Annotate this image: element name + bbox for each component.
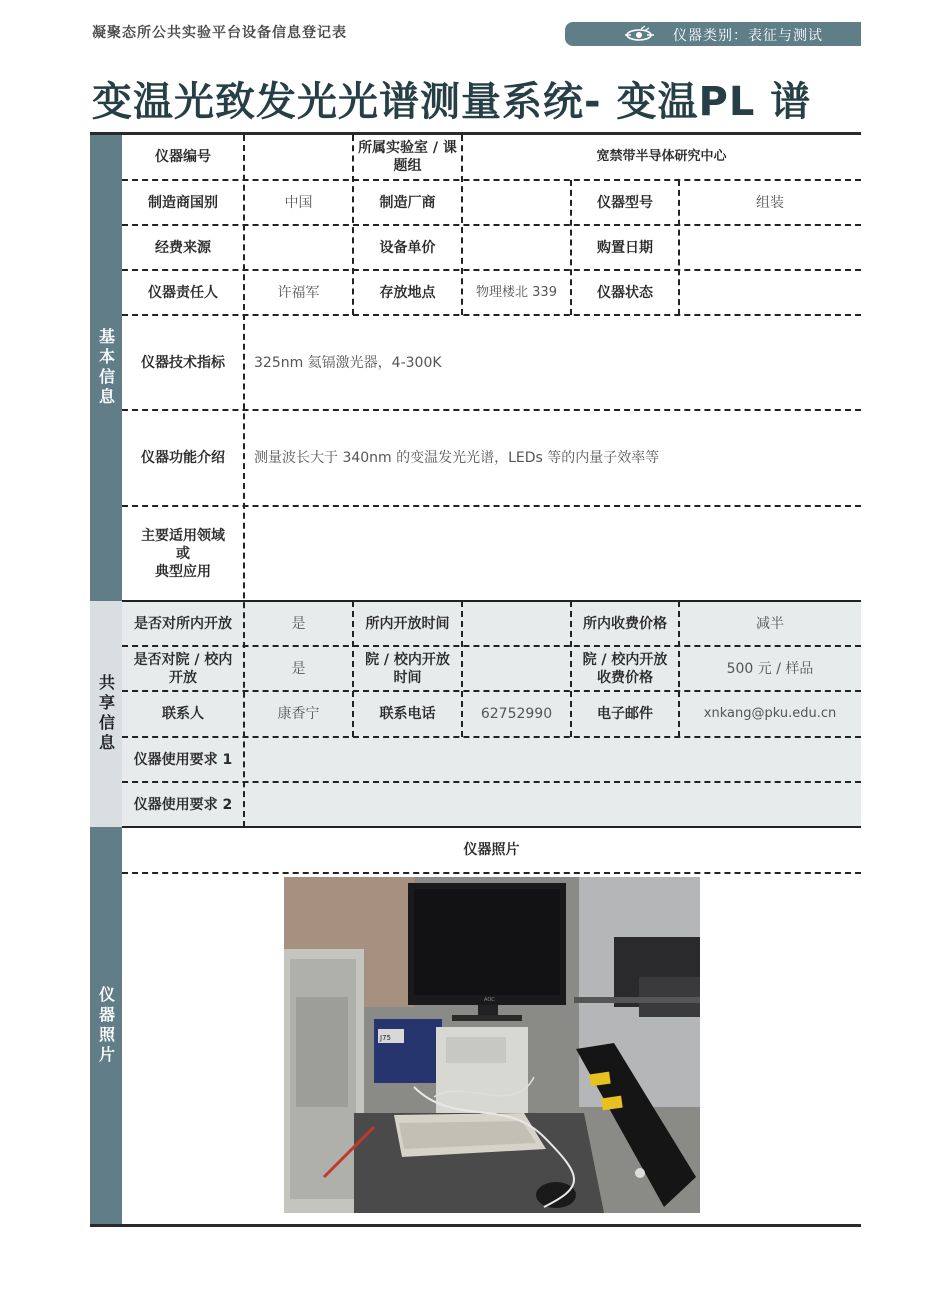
col-divider bbox=[243, 135, 245, 827]
label-model: 仪器型号 bbox=[597, 194, 653, 211]
label-manager: 仪器责任人 bbox=[148, 284, 218, 301]
value-lab: 宽禁带半导体研究中心 bbox=[596, 149, 727, 164]
monitor-brand-text: AOC bbox=[484, 997, 495, 1003]
label-phone: 联系电话 bbox=[379, 706, 436, 722]
label-open-inside: 是否对所内开放 bbox=[134, 615, 232, 632]
row-divider bbox=[122, 645, 861, 647]
value-country: 中国 bbox=[284, 194, 313, 211]
value-application bbox=[244, 506, 861, 601]
col-divider bbox=[461, 135, 463, 315]
label-funding: 经费来源 bbox=[155, 239, 211, 256]
value-inside-fee: 减半 bbox=[756, 615, 784, 632]
org-form-title: 凝聚态所公共实验平台设备信息登记表 bbox=[92, 25, 347, 41]
value-contact: 康香宁 bbox=[277, 706, 320, 722]
value-function: 测量波长大于 340nm 的变温发光光谱，LEDs 等的内量子效率等 bbox=[254, 450, 660, 466]
col-divider bbox=[461, 601, 463, 737]
row-divider bbox=[122, 179, 861, 181]
label-requirement-2: 仪器使用要求 2 bbox=[133, 796, 233, 813]
value-email[interactable]: xnkang@pku.edu.cn bbox=[703, 706, 837, 721]
value-open-inside: 是 bbox=[291, 615, 306, 632]
value-maker bbox=[462, 180, 571, 225]
label-location: 存放地点 bbox=[379, 284, 436, 301]
row-divider bbox=[122, 872, 861, 874]
value-requirement-2 bbox=[244, 782, 861, 827]
row-divider bbox=[122, 409, 861, 411]
row-divider bbox=[122, 781, 861, 783]
value-status bbox=[679, 270, 861, 315]
col-divider bbox=[678, 180, 680, 315]
section-share-info: 共享信息 bbox=[90, 601, 122, 827]
label-contact: 联系人 bbox=[162, 706, 204, 722]
label-maker: 制造厂商 bbox=[379, 194, 436, 211]
instrument-photo bbox=[284, 877, 700, 1213]
value-instrument-no bbox=[244, 135, 353, 179]
value-open-outside: 是 bbox=[291, 660, 306, 677]
label-instrument-no: 仪器编号 bbox=[155, 149, 211, 165]
label-purchase-date: 购置日期 bbox=[597, 239, 653, 256]
table-bottom-rule bbox=[90, 1224, 861, 1227]
value-outside-time bbox=[462, 646, 571, 691]
section-instrument-photo: 仪器照片 bbox=[90, 827, 122, 1224]
label-lab: 所属实验室 / 课题组 bbox=[358, 140, 457, 174]
lab-equipment-photo bbox=[284, 877, 700, 1213]
value-inside-time bbox=[462, 601, 571, 646]
section-basic-info: 基本信息 bbox=[90, 135, 122, 601]
value-purchase-date bbox=[679, 225, 861, 270]
section-divider bbox=[122, 826, 861, 828]
col-divider bbox=[352, 601, 354, 737]
value-location: 物理楼北 339 bbox=[476, 284, 557, 300]
label-email: 电子邮件 bbox=[597, 706, 653, 722]
label-inside-fee: 所内收费价格 bbox=[583, 615, 667, 632]
value-model: 组装 bbox=[756, 194, 784, 211]
col-divider bbox=[678, 601, 680, 737]
label-application: 主要适用领域 或 典型应用 bbox=[141, 527, 225, 580]
value-price bbox=[462, 225, 571, 270]
label-function: 仪器功能介绍 bbox=[141, 450, 225, 466]
instrument-category: 仪器类别：表征与测试 bbox=[673, 28, 823, 44]
col-divider bbox=[570, 601, 572, 737]
value-phone[interactable]: 62752990 bbox=[480, 706, 553, 722]
label-inside-time: 所内开放时间 bbox=[365, 615, 450, 632]
row-divider bbox=[122, 224, 861, 226]
label-outside-fee: 院 / 校内开放收费价格 bbox=[582, 651, 668, 686]
label-requirement-1: 仪器使用要求 1 bbox=[133, 751, 233, 768]
col-divider bbox=[570, 180, 572, 315]
label-outside-time: 院 / 校内开放时间 bbox=[365, 651, 450, 686]
category-bar bbox=[565, 22, 861, 46]
label-spec: 仪器技术指标 bbox=[141, 355, 225, 371]
row-divider bbox=[122, 690, 861, 692]
row-divider bbox=[122, 736, 861, 738]
label-country: 制造商国别 bbox=[148, 194, 218, 211]
value-funding bbox=[244, 225, 353, 270]
value-outside-fee: 500 元 / 样品 bbox=[726, 660, 814, 677]
row-divider bbox=[122, 505, 861, 507]
label-status: 仪器状态 bbox=[597, 284, 653, 301]
label-open-outside: 是否对院 / 校内开放 bbox=[133, 651, 233, 686]
eye-logo-icon bbox=[621, 24, 657, 44]
value-manager: 许福军 bbox=[277, 284, 320, 301]
value-spec: 325nm 氦镉激光器，4-300K bbox=[254, 355, 442, 371]
label-price: 设备单价 bbox=[379, 239, 436, 256]
photo-heading: 仪器照片 bbox=[463, 842, 520, 858]
value-requirement-1 bbox=[244, 737, 861, 782]
section-divider bbox=[122, 600, 861, 602]
row-divider bbox=[122, 269, 861, 271]
row-divider bbox=[122, 314, 861, 316]
page-title: 变温光致发光光谱测量系统- 变温PL 谱 bbox=[92, 79, 812, 125]
box-label-text: J75 bbox=[380, 1034, 391, 1042]
col-divider bbox=[352, 135, 354, 315]
